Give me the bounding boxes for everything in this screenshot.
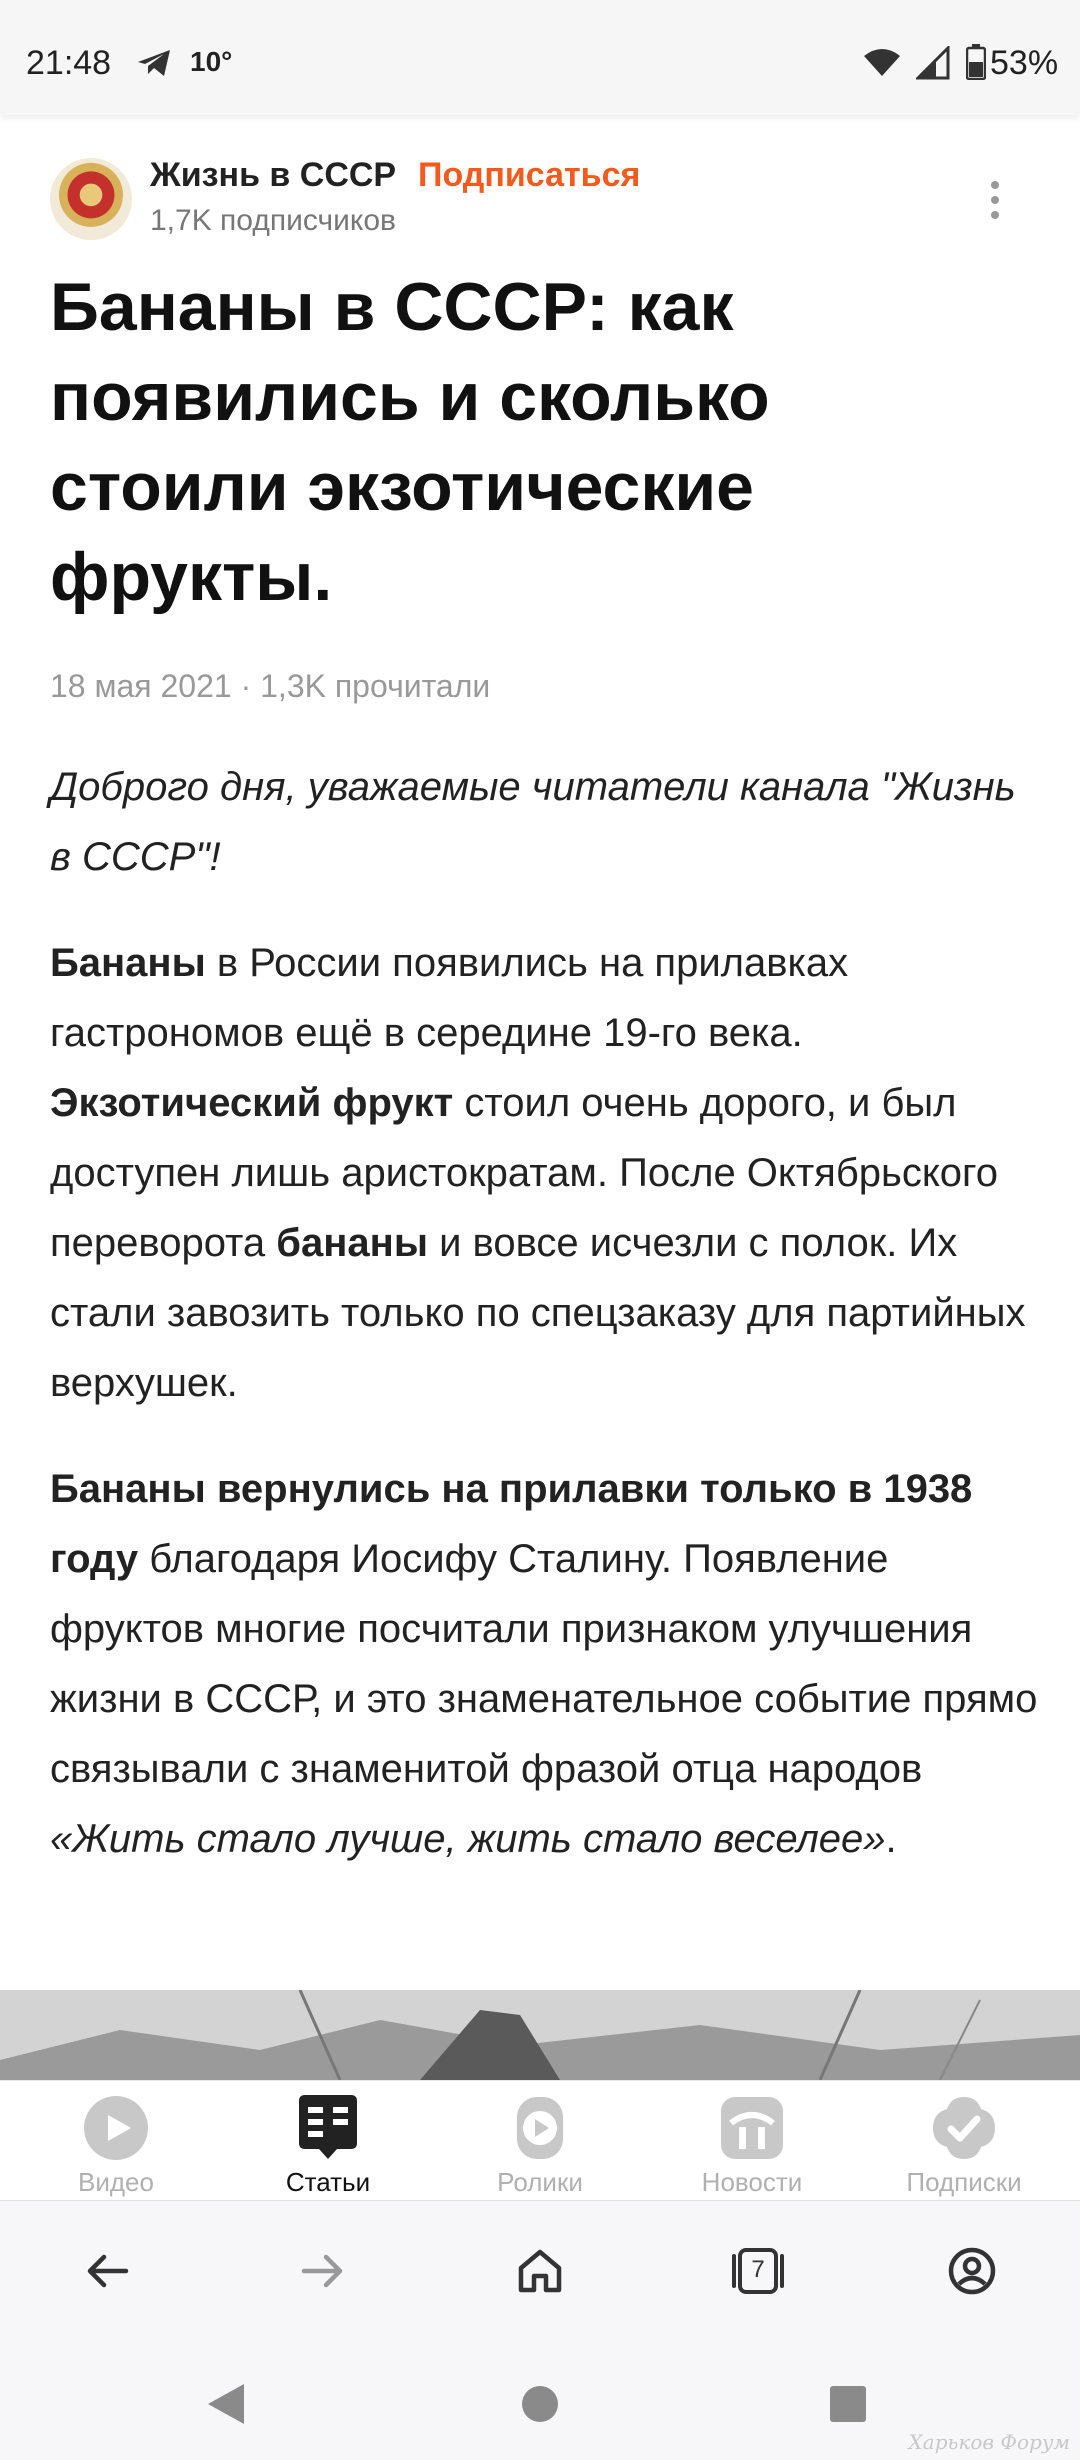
back-arrow-icon[interactable] xyxy=(82,2246,132,2296)
video-icon xyxy=(16,2093,216,2163)
article-reads: 1,3K прочитали xyxy=(260,668,491,704)
forward-arrow-icon[interactable] xyxy=(298,2246,348,2296)
clips-icon xyxy=(440,2093,640,2163)
tab-video[interactable] xyxy=(16,2093,216,2198)
bold-text: бананы xyxy=(276,1221,428,1265)
back-triangle-icon[interactable] xyxy=(206,2382,246,2431)
body-text: . xyxy=(885,1817,897,1861)
tabs-count: 7 xyxy=(751,2256,765,2283)
signal-icon xyxy=(916,46,950,85)
subscriber-count: 1,7K подписчиков xyxy=(150,204,396,237)
system-nav-bar xyxy=(0,2340,1080,2460)
home-circle-icon[interactable] xyxy=(520,2384,560,2429)
tab-subscriptions[interactable] xyxy=(864,2093,1064,2198)
body-text: стоил очень дорого, и был доступен лишь аристократам. После Октябрьского переворота xyxy=(50,1081,998,1265)
tabs-icon[interactable] xyxy=(728,2246,788,2296)
news-icon xyxy=(652,2093,852,2163)
articles-icon xyxy=(228,2093,428,2163)
meta-separator: · xyxy=(240,668,252,704)
subscribe-button[interactable]: Подписаться xyxy=(418,156,641,194)
article-greeting: Доброго дня, уважаемые читатели канала "Жизнь в СССР"! xyxy=(50,765,1016,879)
article-title: Бананы в СССР: как появились и сколько стоили экзотические фрукты. xyxy=(50,269,770,615)
article-paragraph xyxy=(50,1454,1040,1874)
status-temperature: 10° xyxy=(190,46,233,77)
bold-text: Экзотический фрукт xyxy=(50,1081,454,1125)
article-body xyxy=(50,752,1040,1910)
tab-label: Статьи xyxy=(285,2167,371,2197)
battery-icon xyxy=(966,44,986,85)
article-paragraph xyxy=(50,928,1040,1418)
tab-label: Видео xyxy=(78,2167,154,2197)
browser-toolbar xyxy=(0,2200,1080,2341)
body-text: в России появились на прилавках гастрономов ещё в середине 19-го века. xyxy=(50,941,849,1055)
status-time: 21:48 xyxy=(26,44,112,82)
subscriptions-icon xyxy=(864,2093,1064,2163)
channel-avatar[interactable] xyxy=(50,158,132,240)
bold-text: Бананы xyxy=(50,941,206,985)
watermark: Харьков Форум xyxy=(908,2430,1070,2454)
battery-percent: 53% xyxy=(990,44,1059,82)
channel-header xyxy=(50,156,1040,246)
profile-icon[interactable] xyxy=(947,2246,997,2296)
tab-articles[interactable] xyxy=(228,2093,428,2198)
article-date: 18 мая 2021 xyxy=(50,668,232,704)
bottom-tab-bar xyxy=(0,2080,1080,2201)
quote-text: «Жить стало лучше, жить стало веселее» xyxy=(50,1817,886,1861)
tab-label: Подписки xyxy=(906,2167,1022,2197)
telegram-icon xyxy=(136,48,172,83)
article-photo[interactable] xyxy=(0,1990,1080,2080)
tab-clips[interactable] xyxy=(440,2093,640,2198)
channel-name[interactable]: Жизнь в СССР xyxy=(150,156,397,194)
bold-text: Бананы вернулись на прилавки только в 1938 году xyxy=(50,1467,973,1581)
tab-news[interactable] xyxy=(652,2093,852,2198)
tab-label: Ролики xyxy=(497,2167,583,2197)
article-meta xyxy=(50,668,490,705)
body-text: и вовсе исчезли с полок. Их стали завозить только по спецзаказу для партийных верхушек. xyxy=(50,1221,1026,1405)
status-bar xyxy=(0,0,1080,115)
more-options-icon[interactable] xyxy=(990,180,1000,225)
body-text: благодаря Иосифу Сталину. Появление фруктов многие посчитали признаком улучшения жизни в СССР, и это знаменательное событие прямо связывали с знаменитой фразой отца народов xyxy=(50,1537,1038,1791)
wifi-icon xyxy=(862,48,902,83)
tab-label: Новости xyxy=(701,2167,803,2197)
recents-square-icon[interactable] xyxy=(828,2384,868,2429)
home-icon[interactable] xyxy=(515,2246,565,2296)
